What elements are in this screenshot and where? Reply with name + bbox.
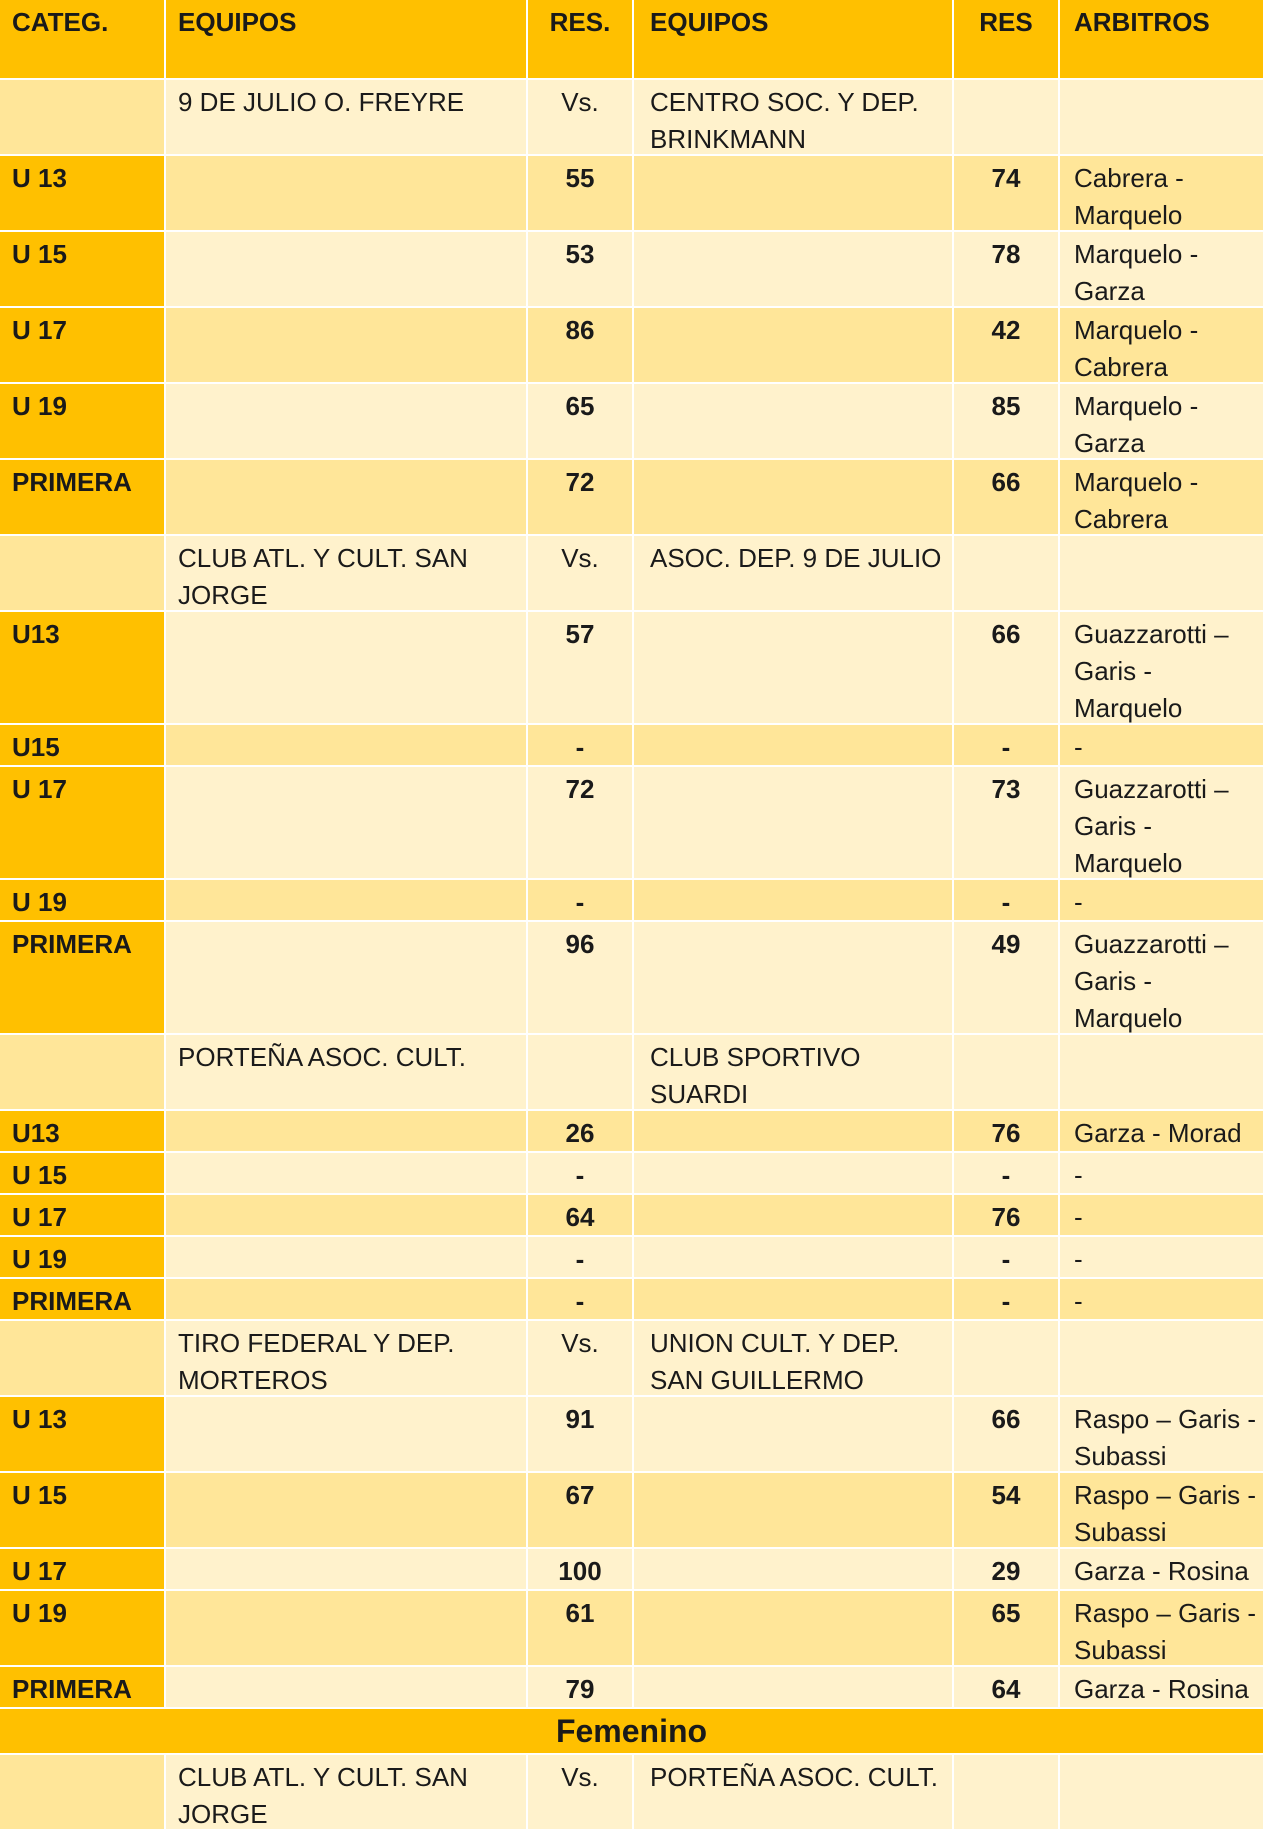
away-team-cell bbox=[632, 880, 952, 920]
home-score-cell: Vs. bbox=[526, 1755, 632, 1829]
home-team-cell bbox=[164, 156, 526, 230]
home-team-cell: CLUB ATL. Y CULT. SAN JORGE bbox=[164, 536, 526, 610]
category-cell: PRIMERA bbox=[0, 1279, 164, 1319]
home-team-cell bbox=[164, 1667, 526, 1707]
table-row bbox=[0, 1279, 1263, 1321]
referees-cell: Guazzarotti – Garis - Marquelo bbox=[1058, 612, 1263, 723]
away-team-cell bbox=[632, 725, 952, 765]
away-score-cell: - bbox=[952, 1237, 1058, 1277]
away-team-cell bbox=[632, 1111, 952, 1151]
category-cell bbox=[0, 536, 164, 610]
away-team-cell bbox=[632, 1153, 952, 1193]
home-team-cell bbox=[164, 308, 526, 382]
referees-cell bbox=[1058, 80, 1263, 154]
home-score-cell: 53 bbox=[526, 232, 632, 306]
referees-cell: Garza - Rosina bbox=[1058, 1667, 1263, 1707]
away-score-cell: 64 bbox=[952, 1667, 1058, 1707]
away-score-cell: 76 bbox=[952, 1195, 1058, 1235]
home-team-cell bbox=[164, 1279, 526, 1319]
category-cell: U 19 bbox=[0, 1591, 164, 1665]
home-score-cell: 91 bbox=[526, 1397, 632, 1471]
away-team-cell bbox=[632, 1667, 952, 1707]
category-cell: U15 bbox=[0, 725, 164, 765]
table-row bbox=[0, 1195, 1263, 1237]
match-row bbox=[0, 1321, 1263, 1397]
header-categ: CATEG. bbox=[12, 7, 109, 37]
referees-cell: Marquelo - Cabrera bbox=[1058, 460, 1263, 534]
home-team-cell bbox=[164, 1237, 526, 1277]
referees-cell bbox=[1058, 536, 1263, 610]
home-score-cell: 55 bbox=[526, 156, 632, 230]
home-score-cell: 65 bbox=[526, 384, 632, 458]
table-row bbox=[0, 880, 1263, 922]
away-score-cell: 29 bbox=[952, 1549, 1058, 1589]
away-team-cell bbox=[632, 1279, 952, 1319]
home-team-cell bbox=[164, 725, 526, 765]
home-score-cell: - bbox=[526, 1153, 632, 1193]
away-score-cell bbox=[952, 536, 1058, 610]
referees-cell bbox=[1058, 1035, 1263, 1109]
home-team-cell bbox=[164, 1473, 526, 1547]
home-team-cell bbox=[164, 1591, 526, 1665]
home-score-cell: - bbox=[526, 880, 632, 920]
home-score-cell: 67 bbox=[526, 1473, 632, 1547]
referees-cell: - bbox=[1058, 1237, 1263, 1277]
away-score-cell: - bbox=[952, 880, 1058, 920]
section-title: Femenino bbox=[0, 1709, 1263, 1755]
away-team-cell bbox=[632, 384, 952, 458]
away-team-cell bbox=[632, 767, 952, 878]
away-team-cell: UNION CULT. Y DEP. SAN GUILLERMO bbox=[632, 1321, 952, 1395]
referees-cell: - bbox=[1058, 1279, 1263, 1319]
match-row bbox=[0, 1035, 1263, 1111]
table-row bbox=[0, 612, 1263, 725]
home-score-cell: Vs. bbox=[526, 536, 632, 610]
referees-cell: - bbox=[1058, 1195, 1263, 1235]
away-team-cell bbox=[632, 1549, 952, 1589]
home-score-cell: 72 bbox=[526, 767, 632, 878]
table-row bbox=[0, 1153, 1263, 1195]
home-team-cell: PORTEÑA ASOC. CULT. bbox=[164, 1035, 526, 1109]
table-row bbox=[0, 1473, 1263, 1549]
away-team-cell: CENTRO SOC. Y DEP. BRINKMANN bbox=[632, 80, 952, 154]
away-team-cell bbox=[632, 308, 952, 382]
away-team-cell bbox=[632, 612, 952, 723]
away-team-cell bbox=[632, 1195, 952, 1235]
table-row bbox=[0, 460, 1263, 536]
away-score-cell bbox=[952, 1321, 1058, 1395]
home-score-cell: 72 bbox=[526, 460, 632, 534]
table-row bbox=[0, 725, 1263, 767]
referees-cell: Marquelo - Garza bbox=[1058, 232, 1263, 306]
away-team-cell bbox=[632, 922, 952, 1033]
away-team-cell bbox=[632, 156, 952, 230]
header-equipos-away: EQUIPOS bbox=[632, 0, 952, 78]
category-cell: U 15 bbox=[0, 1473, 164, 1547]
referees-cell bbox=[1058, 1755, 1263, 1829]
table-row bbox=[0, 1667, 1263, 1709]
referees-cell bbox=[1058, 1321, 1263, 1395]
category-cell: U 19 bbox=[0, 1237, 164, 1277]
away-team-cell: CLUB SPORTIVO SUARDI bbox=[632, 1035, 952, 1109]
category-cell: U 17 bbox=[0, 308, 164, 382]
away-score-cell bbox=[952, 1035, 1058, 1109]
referees-cell: Garza - Morad bbox=[1058, 1111, 1263, 1151]
category-cell: U 17 bbox=[0, 767, 164, 878]
home-score-cell: 61 bbox=[526, 1591, 632, 1665]
category-cell: U 15 bbox=[0, 232, 164, 306]
away-score-cell bbox=[952, 80, 1058, 154]
away-team-cell: ASOC. DEP. 9 DE JULIO bbox=[632, 536, 952, 610]
referees-cell: Marquelo - Garza bbox=[1058, 384, 1263, 458]
home-score-cell: 79 bbox=[526, 1667, 632, 1707]
category-cell bbox=[0, 1321, 164, 1395]
away-score-cell: 66 bbox=[952, 460, 1058, 534]
home-team-cell bbox=[164, 922, 526, 1033]
category-cell: U 15 bbox=[0, 1153, 164, 1193]
home-score-cell: Vs. bbox=[526, 80, 632, 154]
away-score-cell bbox=[952, 1755, 1058, 1829]
category-cell: U 17 bbox=[0, 1195, 164, 1235]
table-row bbox=[0, 232, 1263, 308]
header-res-away: RES bbox=[952, 0, 1058, 78]
referees-cell: Garza - Rosina bbox=[1058, 1549, 1263, 1589]
category-cell: PRIMERA bbox=[0, 922, 164, 1033]
header-res-home: RES. bbox=[526, 0, 632, 78]
referees-cell: - bbox=[1058, 1153, 1263, 1193]
away-score-cell: 74 bbox=[952, 156, 1058, 230]
table-row bbox=[0, 767, 1263, 880]
home-team-cell bbox=[164, 1397, 526, 1471]
referees-cell: Raspo – Garis - Subassi bbox=[1058, 1397, 1263, 1471]
category-cell bbox=[0, 80, 164, 154]
away-score-cell: - bbox=[952, 1279, 1058, 1319]
table-row bbox=[0, 1237, 1263, 1279]
home-score-cell: Vs. bbox=[526, 1321, 632, 1395]
away-team-cell: PORTEÑA ASOC. CULT. bbox=[632, 1755, 952, 1829]
home-score-cell: 57 bbox=[526, 612, 632, 723]
home-team-cell bbox=[164, 1111, 526, 1151]
home-team-cell: TIRO FEDERAL Y DEP. MORTEROS bbox=[164, 1321, 526, 1395]
home-team-cell bbox=[164, 384, 526, 458]
category-cell: PRIMERA bbox=[0, 460, 164, 534]
away-score-cell: 78 bbox=[952, 232, 1058, 306]
match-row bbox=[0, 80, 1263, 156]
category-cell: U 13 bbox=[0, 1397, 164, 1471]
away-team-cell bbox=[632, 1591, 952, 1665]
away-team-cell bbox=[632, 1473, 952, 1547]
away-score-cell: 42 bbox=[952, 308, 1058, 382]
home-score-cell: 64 bbox=[526, 1195, 632, 1235]
away-team-cell bbox=[632, 460, 952, 534]
category-cell bbox=[0, 1035, 164, 1109]
home-team-cell bbox=[164, 880, 526, 920]
referees-cell: Raspo – Garis - Subassi bbox=[1058, 1473, 1263, 1547]
table-body bbox=[0, 80, 1263, 1831]
away-team-cell bbox=[632, 1397, 952, 1471]
table-row bbox=[0, 308, 1263, 384]
match-row bbox=[0, 536, 1263, 612]
home-score-cell: - bbox=[526, 725, 632, 765]
away-score-cell: 85 bbox=[952, 384, 1058, 458]
category-cell: U13 bbox=[0, 612, 164, 723]
home-team-cell bbox=[164, 232, 526, 306]
home-team-cell: CLUB ATL. Y CULT. SAN JORGE bbox=[164, 1755, 526, 1829]
header-arbitros: ARBITROS bbox=[1058, 0, 1263, 78]
home-team-cell bbox=[164, 460, 526, 534]
home-team-cell bbox=[164, 1549, 526, 1589]
referees-cell: - bbox=[1058, 880, 1263, 920]
away-team-cell bbox=[632, 1237, 952, 1277]
home-team-cell bbox=[164, 767, 526, 878]
table-header bbox=[0, 0, 1263, 80]
home-team-cell bbox=[164, 612, 526, 723]
referees-cell: Guazzarotti – Garis - Marquelo bbox=[1058, 767, 1263, 878]
home-team-cell bbox=[164, 1153, 526, 1193]
table-row bbox=[0, 1549, 1263, 1591]
header-equipos-home: EQUIPOS bbox=[164, 0, 526, 78]
away-score-cell: 73 bbox=[952, 767, 1058, 878]
away-score-cell: - bbox=[952, 1153, 1058, 1193]
table-row bbox=[0, 1111, 1263, 1153]
referees-cell: Marquelo - Cabrera bbox=[1058, 308, 1263, 382]
away-team-cell bbox=[632, 232, 952, 306]
category-cell: U 13 bbox=[0, 156, 164, 230]
category-cell: U13 bbox=[0, 1111, 164, 1151]
away-score-cell: 66 bbox=[952, 1397, 1058, 1471]
referees-cell: Cabrera - Marquelo bbox=[1058, 156, 1263, 230]
category-cell: U 19 bbox=[0, 384, 164, 458]
table-row bbox=[0, 156, 1263, 232]
away-score-cell: - bbox=[952, 725, 1058, 765]
home-team-cell bbox=[164, 1195, 526, 1235]
table-row bbox=[0, 1397, 1263, 1473]
referees-cell: Raspo – Garis - Subassi bbox=[1058, 1591, 1263, 1665]
match-row bbox=[0, 1755, 1263, 1831]
away-score-cell: 76 bbox=[952, 1111, 1058, 1151]
home-score-cell: 96 bbox=[526, 922, 632, 1033]
table-row bbox=[0, 1591, 1263, 1667]
category-cell: PRIMERA bbox=[0, 1667, 164, 1707]
home-score-cell: 86 bbox=[526, 308, 632, 382]
away-score-cell: 49 bbox=[952, 922, 1058, 1033]
table-row bbox=[0, 384, 1263, 460]
home-score-cell: 100 bbox=[526, 1549, 632, 1589]
category-cell: U 17 bbox=[0, 1549, 164, 1589]
away-score-cell: 66 bbox=[952, 612, 1058, 723]
table-row bbox=[0, 922, 1263, 1035]
category-cell bbox=[0, 1755, 164, 1829]
home-team-cell: 9 DE JULIO O. FREYRE bbox=[164, 80, 526, 154]
home-score-cell bbox=[526, 1035, 632, 1109]
referees-cell: - bbox=[1058, 725, 1263, 765]
away-score-cell: 54 bbox=[952, 1473, 1058, 1547]
home-score-cell: 26 bbox=[526, 1111, 632, 1151]
home-score-cell: - bbox=[526, 1279, 632, 1319]
referees-cell: Guazzarotti – Garis - Marquelo bbox=[1058, 922, 1263, 1033]
category-cell: U 19 bbox=[0, 880, 164, 920]
home-score-cell: - bbox=[526, 1237, 632, 1277]
away-score-cell: 65 bbox=[952, 1591, 1058, 1665]
